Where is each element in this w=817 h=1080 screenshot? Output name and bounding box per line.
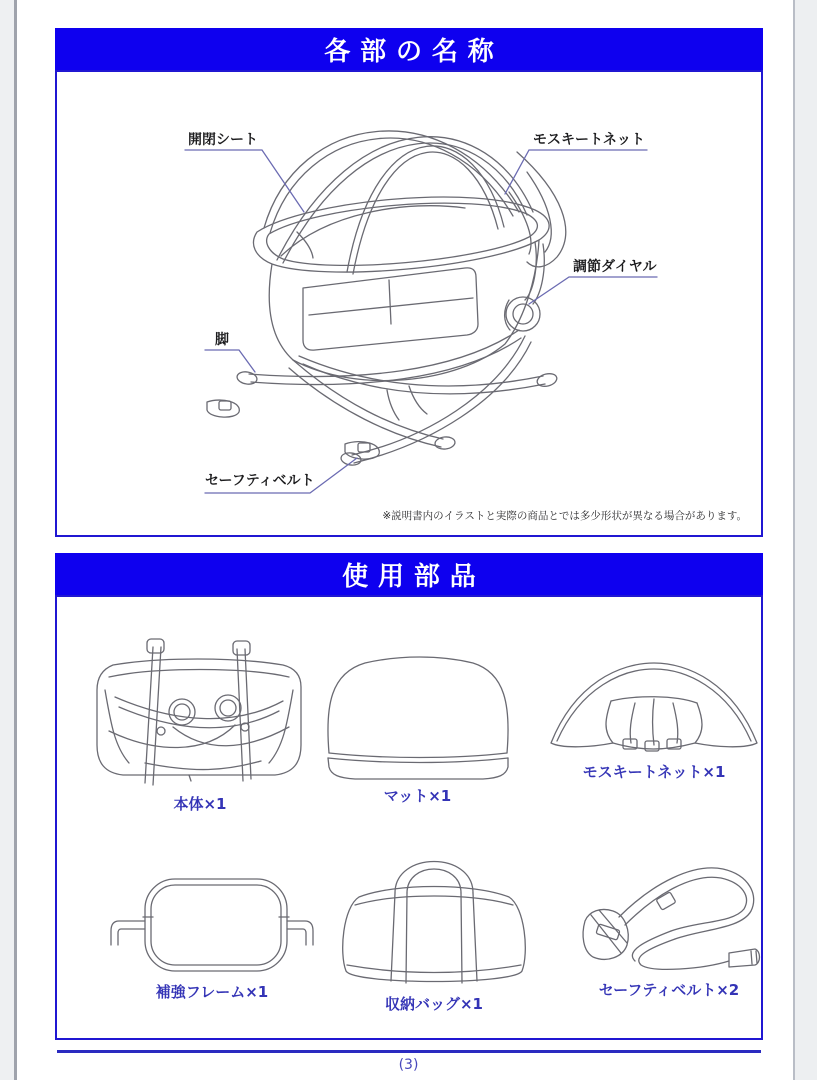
- label-adjust-dial: 調節ダイヤル: [573, 259, 657, 275]
- photo-edge-left: [0, 0, 14, 1080]
- used-parts-panel: [55, 595, 763, 1040]
- leader-opening-sheet: [185, 150, 304, 212]
- section-parts-names: [55, 28, 763, 537]
- bassinet-diagram: [57, 72, 761, 535]
- part-label-storage-bag: 収納バッグ×1: [384, 995, 483, 1013]
- parts-diagram-panel: [55, 70, 763, 537]
- label-leg: 脚: [215, 332, 229, 348]
- part-item-mosquito-net: [545, 659, 763, 780]
- part-label-mat: マット×1: [383, 787, 452, 805]
- section-title-parts-names: 各部の名称: [55, 28, 763, 70]
- part-label-frame: 補強フレーム×1: [155, 983, 269, 1001]
- mosquito-net-illustration: [545, 659, 763, 761]
- section-used-parts: [55, 553, 763, 1040]
- part-item-frame: [97, 869, 327, 1000]
- part-item-main-body: [85, 635, 315, 812]
- label-mosquito-net: モスキートネット: [533, 132, 645, 148]
- leader-leg: [205, 350, 255, 372]
- label-opening-sheet: 開閉シート: [188, 132, 258, 148]
- label-safety-belt: セーフティベルト: [205, 473, 315, 489]
- storage-bag-illustration: [333, 835, 535, 993]
- leader-adjust-dial: [529, 277, 657, 304]
- part-label-mosquito-net: モスキートネット×1: [582, 763, 726, 781]
- safety-belt-illustration: [563, 855, 775, 979]
- main-body-illustration: [85, 635, 315, 793]
- disclaimer-note: ※説明書内のイラストと実際の商品とでは多少形状が異なる場合があります。: [382, 510, 747, 522]
- photo-edge-line-left: [14, 0, 17, 1080]
- section-title-used-parts: 使用部品: [55, 553, 763, 595]
- frame-illustration: [97, 869, 327, 981]
- mat-illustration: [315, 645, 520, 785]
- part-item-safety-belt: [563, 855, 775, 998]
- part-label-safety-belt: セーフティベルト×2: [598, 981, 740, 999]
- photo-edge-right: [795, 0, 817, 1080]
- part-label-main-body: 本体×1: [173, 795, 227, 813]
- part-item-storage-bag: [333, 835, 535, 1012]
- leader-mosquito-net: [505, 150, 647, 194]
- part-item-mat: [315, 645, 520, 804]
- page-number: (3): [398, 1057, 419, 1073]
- footer-divider: [57, 1050, 761, 1053]
